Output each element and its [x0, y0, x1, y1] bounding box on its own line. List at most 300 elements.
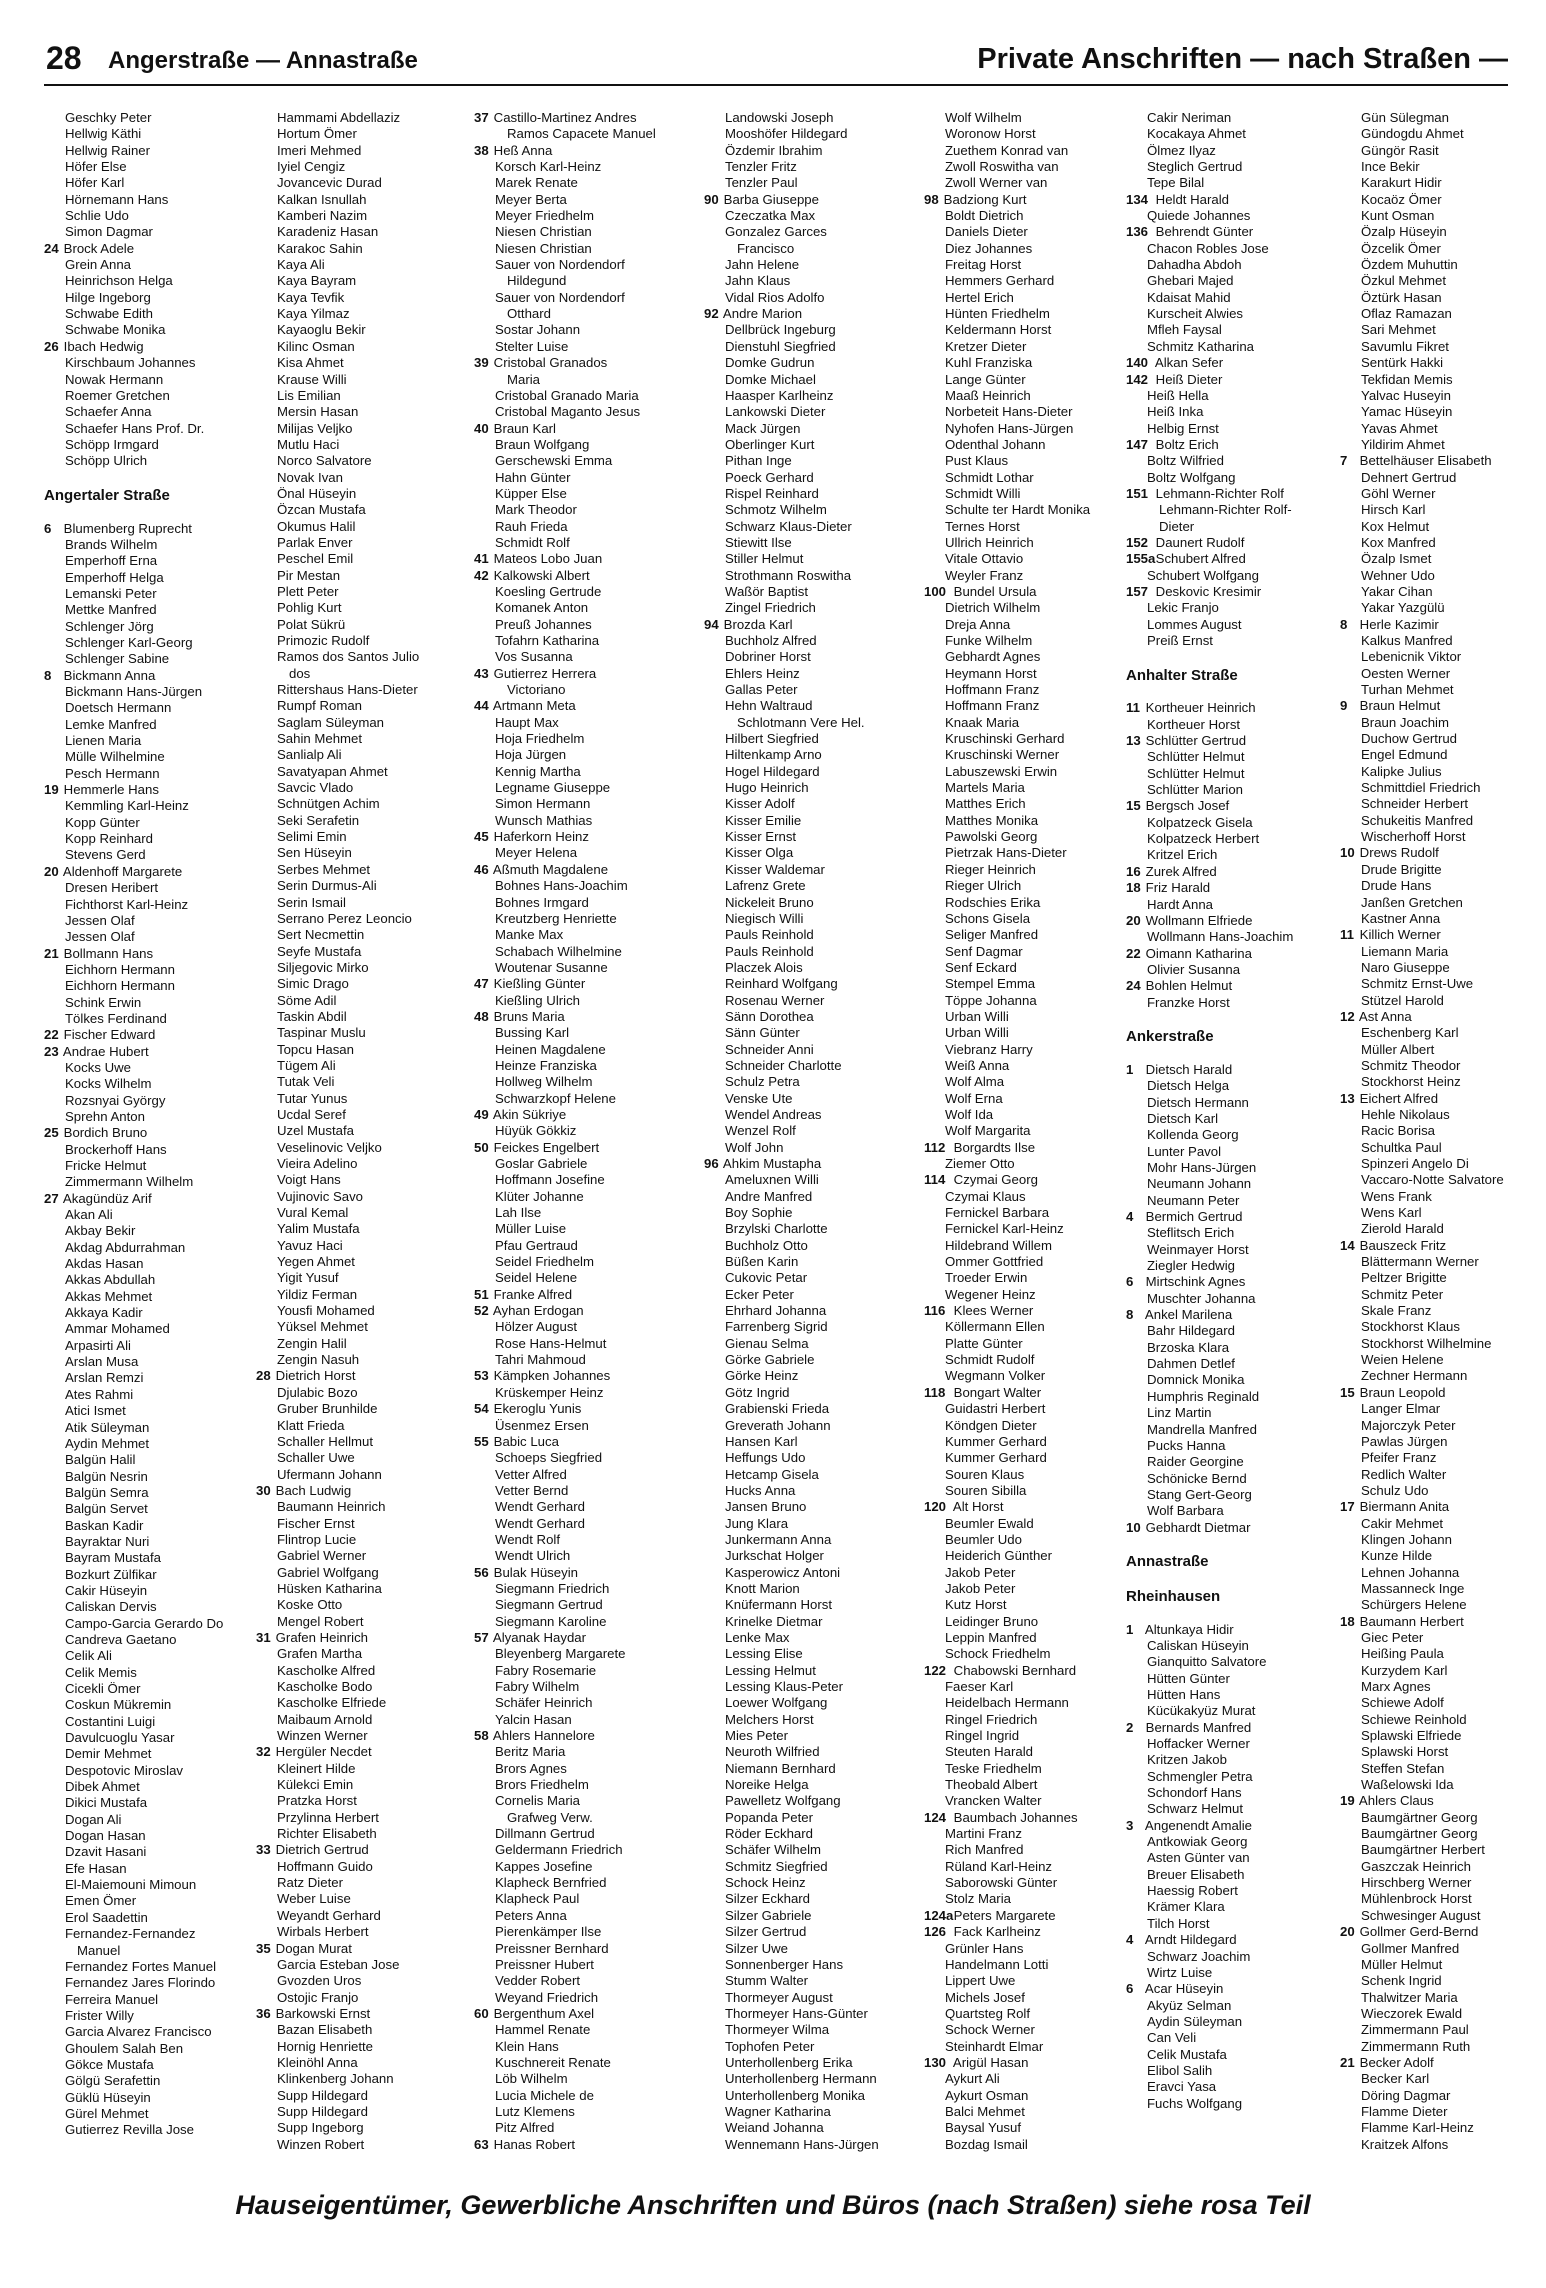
list-item: Garcia Alvarez Francisco [65, 2024, 212, 2040]
house-number: 92 [704, 306, 719, 322]
list-item: Daniels Dieter [945, 224, 1028, 240]
list-item: Kücükakyüz Murat [1147, 1703, 1256, 1719]
list-item: Wieczorek Ewald [1361, 2005, 1463, 2021]
list-item: Grabienski Frieda [725, 1401, 830, 1417]
list-item: Rozsnyai György [65, 1092, 166, 1108]
list-item [256, 1483, 464, 1499]
list-item: Veselinovic Veljko [277, 1139, 382, 1155]
list-item: Rumpf Roman [277, 698, 363, 714]
list-item: Tilch Horst [1147, 1915, 1210, 1931]
list-item: Niemann Bernhard [725, 1760, 836, 1776]
list-item: Köllermann Ellen [945, 1319, 1045, 1335]
resident-name: Borgardts Ilse [950, 1139, 1036, 1155]
entry-continuation: Manuel [77, 1942, 121, 1958]
list-item: Schulte ter Hardt Monika [945, 502, 1091, 518]
list-item: Junkermann Anna [725, 1531, 832, 1547]
list-item: Racic Borisa [1361, 1123, 1436, 1139]
list-item: Baumgärtner Herbert [1361, 1842, 1485, 1858]
list-item [1340, 845, 1514, 861]
list-item: Yavas Ahmet [1361, 420, 1438, 436]
list-item: Pitz Alfred [495, 2120, 555, 2136]
list-item: Schnütgen Achim [277, 796, 380, 812]
list-item: Hucks Anna [725, 1482, 796, 1498]
list-item: Ameluxnen Willi [725, 1172, 819, 1188]
list-item: Gutierrez Revilla Jose [65, 2122, 194, 2138]
list-item: Lienen Maria [65, 733, 142, 749]
list-item: Dogan Hasan [65, 1828, 146, 1844]
list-item: Kurscheit Alwies [1147, 306, 1244, 322]
list-item [1340, 1238, 1514, 1254]
resident-name: Fack Karlheinz [950, 1924, 1041, 1940]
list-item: Hoffmann Franz [945, 698, 1040, 714]
list-item: Lenke Max [725, 1629, 790, 1645]
list-item: Fernickel Karl-Heinz [945, 1221, 1064, 1237]
list-item: Stempel Emma [945, 976, 1036, 992]
list-item: Schneider Anni [725, 1041, 814, 1057]
list-item: Cakir Neriman [1147, 110, 1232, 125]
list-item: Niesen Christian [495, 224, 592, 240]
section-title: Private Anschriften — nach Straßen — [977, 43, 1508, 75]
list-item: Richter Elisabeth [277, 1826, 377, 1842]
list-item [474, 862, 694, 878]
list-item: Pratzka Horst [277, 1793, 357, 1809]
list-item: Viebranz Harry [945, 1041, 1033, 1057]
street-heading: Ankerstraße [1126, 1028, 1214, 1046]
resident-name: Deskovic Kresimir [1152, 583, 1262, 599]
list-item: Zimmermann Ruth [1361, 2038, 1471, 2054]
list-item [924, 192, 1124, 208]
list-item: Knaak Maria [945, 714, 1020, 730]
list-item: Ferreira Manuel [65, 1991, 159, 2007]
spacer [44, 504, 249, 520]
list-item: Seidel Helene [495, 1270, 578, 1286]
list-item: Stockhorst Heinz [1361, 1074, 1461, 1090]
list-item: Görke Heinz [725, 1368, 799, 1384]
list-item: Majorczyk Peter [1361, 1417, 1456, 1433]
list-item: Gündogdu Ahmet [1361, 126, 1464, 142]
list-item: Gürel Mehmet [65, 2105, 149, 2121]
list-item: Stockhorst Klaus [1361, 1319, 1460, 1335]
list-item: Emperhoff Erna [65, 553, 158, 569]
list-item: Özcan Mustafa [277, 502, 366, 518]
entry-continuation: Victoriano [507, 682, 566, 698]
resident-name: Kortheuer Heinrich [1142, 700, 1256, 716]
list-item: Beumler Udo [945, 1531, 1022, 1547]
list-item: Göhl Werner [1361, 485, 1436, 501]
list-item: Ringel Friedrich [945, 1711, 1038, 1727]
list-item: Lah Ilse [495, 1205, 542, 1221]
list-item: Siljegovic Mirko [277, 959, 369, 975]
list-item: Silzer Uwe [725, 1940, 789, 1956]
list-item: Stiller Helmut [725, 551, 804, 567]
list-item: Garcia Esteban Jose [277, 1956, 400, 1972]
list-item: Baumgärtner Georg [1361, 1809, 1478, 1825]
list-item: Vujinovic Savo [277, 1188, 364, 1204]
spacer [1126, 1011, 1338, 1027]
list-item: Schmitz Ernst-Uwe [1361, 976, 1474, 992]
list-item: Duchow Gertrud [1361, 731, 1458, 747]
list-item: Simon Hermann [495, 796, 591, 812]
resident-name: Bernards Manfred [1142, 1719, 1252, 1735]
list-item: Heymann Horst [945, 665, 1037, 681]
list-item: Atici Ismet [65, 1403, 126, 1419]
list-item: Schulz Udo [1361, 1482, 1429, 1498]
house-number: 58 [474, 1728, 489, 1744]
resident-name: Heiß Dieter [1152, 371, 1223, 387]
list-item: Urban Willi [945, 1025, 1009, 1041]
list-item: Farrenberg Sigrid [725, 1319, 828, 1335]
resident-name: Ibach Hedwig [60, 338, 144, 354]
list-item: Hoffacker Werner [1147, 1736, 1250, 1752]
list-item: Weyler Franz [945, 567, 1024, 583]
resident-name: Andrae Hubert [60, 1043, 149, 1059]
list-item: Wendt Ulrich [495, 1548, 571, 1564]
list-item: Kopp Günter [65, 814, 140, 830]
list-item: Kretzer Dieter [945, 338, 1027, 354]
list-item: Karakurt Hidir [1361, 175, 1442, 191]
resident-name: Baumbach Johannes [950, 1809, 1078, 1825]
resident-name: Aßmuth Magdalene [490, 861, 609, 877]
house-number: 43 [474, 665, 489, 681]
list-item: Schöpp Irmgard [65, 436, 159, 452]
list-item: Boltz Wolfgang [1147, 469, 1236, 485]
list-item [924, 1140, 1124, 1156]
list-item: Heinrichson Helga [65, 273, 173, 289]
list-item: Vetter Bernd [495, 1482, 569, 1498]
house-number: 147 [1126, 436, 1149, 452]
resident-name: Bach Ludwig [272, 1482, 352, 1498]
list-item [474, 2137, 694, 2153]
list-item: Celik Mustafa [1147, 2046, 1227, 2062]
list-item: Marek Renate [495, 175, 578, 191]
list-item: Placzek Alois [725, 959, 803, 975]
list-item: Schondorf Hans [1147, 1785, 1242, 1801]
list-item: Ternes Horst [945, 518, 1020, 534]
list-item: Kisser Adolf [725, 796, 795, 812]
list-item: Schmitz Katharina [1147, 338, 1255, 354]
list-item [924, 1810, 1124, 1826]
list-item: Kascholke Elfriede [277, 1695, 387, 1711]
list-item: Bozdag Ismail [945, 2136, 1028, 2152]
list-item: Kuhl Franziska [945, 355, 1033, 371]
list-item: Drude Brigitte [1361, 861, 1442, 877]
list-item: Wolf Barbara [1147, 1503, 1224, 1519]
list-item: Naro Giuseppe [1361, 959, 1450, 975]
list-item: Cornelis Maria [495, 1793, 581, 1809]
list-item [1126, 1720, 1338, 1736]
list-item: Yigit Yusuf [277, 1270, 339, 1286]
list-item: Woutenar Susanne [495, 959, 608, 975]
list-item: Braun Wolfgang [495, 436, 590, 452]
list-item: Rispel Reinhard [725, 485, 819, 501]
resident-name: Ahlers Claus [1356, 1793, 1434, 1809]
list-item: Schenk Ingrid [1361, 1973, 1442, 1989]
list-item: Hogel Hildegard [725, 763, 820, 779]
list-item: Gaszczak Heinrich [1361, 1858, 1471, 1874]
house-number: 27 [44, 1190, 59, 1206]
list-item: Peschel Emil [277, 551, 354, 567]
list-item: Rieger Ulrich [945, 878, 1022, 894]
list-item: Martini Franz [945, 1826, 1022, 1842]
resident-name: Braun Leopold [1356, 1384, 1446, 1400]
list-item: Kocaöz Ömer [1361, 191, 1442, 207]
house-number: 94 [704, 616, 719, 632]
list-item: Wendt Gerhard [495, 1515, 585, 1531]
list-item: Koske Otto [277, 1597, 343, 1613]
house-number: 48 [474, 1008, 489, 1024]
house-number: 112 [924, 1139, 946, 1155]
list-item: Sert Necmettin [277, 927, 365, 943]
list-item [256, 1368, 464, 1384]
list-item: Kascholke Bodo [277, 1679, 373, 1694]
list-item: Hünten Friedhelm [945, 306, 1050, 322]
street-heading: Anhalter Straße [1126, 666, 1238, 684]
list-item: Cakir Mehmet [1361, 1515, 1444, 1531]
house-number: 16 [1126, 863, 1141, 879]
list-item [44, 241, 249, 257]
list-item: Faeser Karl [945, 1679, 1014, 1694]
list-item: Seidel Friedhelm [495, 1254, 594, 1270]
resident-name: Bergenthum Axel [490, 2005, 595, 2021]
list-item [924, 1172, 1124, 1188]
list-item: Kocks Uwe [65, 1059, 131, 1075]
list-item: Dillmann Gertrud [495, 1826, 595, 1842]
list-item: Gienau Selma [725, 1335, 809, 1351]
list-item: Yakar Yazgülü [1361, 600, 1445, 616]
resident-name: Hanas Robert [490, 2136, 576, 2152]
list-item: Kdaisat Mahid [1147, 289, 1231, 305]
list-item: Schäfer Wilhelm [725, 1842, 822, 1858]
list-item: Massanneck Inge [1361, 1580, 1465, 1596]
list-item: Schock Werner [945, 2022, 1035, 2038]
list-item: El-Maiemouni Mimoun [65, 1877, 197, 1893]
list-item: Kaya Bayram [277, 273, 357, 289]
list-item: Caliskan Hüseyin [1147, 1637, 1249, 1653]
entry-continuation: Dieter [1159, 518, 1195, 534]
list-item: Hilge Ingeborg [65, 289, 151, 305]
list-item: Hellwig Rainer [65, 142, 151, 158]
list-item: Lunter Pavol [1147, 1143, 1222, 1159]
list-item [44, 864, 249, 880]
list-item: Aydin Mehmet [65, 1435, 150, 1451]
list-item: Hollweg Wilhelm [495, 1074, 593, 1090]
list-item: Jahn Helene [725, 257, 800, 273]
house-number: 8 [1126, 1307, 1134, 1323]
house-number: 140 [1126, 355, 1149, 371]
list-item: Jakob Peter [945, 1564, 1016, 1580]
list-item: Splawski Horst [1361, 1744, 1449, 1760]
entry-continuation: Otthard [507, 306, 551, 322]
list-item: Karakoc Sahin [277, 240, 363, 256]
list-item: Eichhorn Hermann [65, 978, 175, 994]
resident-name: Bongart Walter [950, 1384, 1042, 1400]
list-item: Emen Ömer [65, 1893, 137, 1909]
list-item: Tutar Yunus [277, 1090, 348, 1106]
list-item: Hardt Anna [1147, 896, 1213, 912]
list-item: Loewer Wolfgang [725, 1695, 828, 1711]
list-item: Wolf Alma [945, 1074, 1005, 1090]
list-item: Landowski Joseph [725, 110, 834, 125]
list-item: Yalvac Huseyin [1361, 387, 1451, 403]
list-item: Stumm Walter [725, 1973, 809, 1989]
list-item: Üsenmez Ersen [495, 1417, 589, 1433]
list-item: Humphris Reginald [1147, 1388, 1260, 1404]
spacer [1126, 649, 1338, 665]
list-item: Celik Memis [65, 1664, 137, 1680]
list-item: Löb Wilhelm [495, 2071, 568, 2087]
list-item: Lessing Helmut [725, 1662, 816, 1678]
list-item: Klinkenberg Johann [277, 2071, 394, 2087]
list-item: Mohr Hans-Jürgen [1147, 1160, 1257, 1175]
list-item: Bohnes Hans-Joachim [495, 878, 628, 894]
house-number: 12 [1340, 1008, 1355, 1024]
list-item: Hansen Karl [725, 1433, 798, 1449]
list-item: Ratz Dieter [277, 1875, 343, 1891]
entry-continuation: dos [289, 665, 311, 681]
list-item: Caliskan Dervis [65, 1599, 157, 1615]
list-item: Heiderich Günther [945, 1548, 1053, 1564]
list-item: Krüskemper Heinz [495, 1384, 604, 1400]
list-item: Wolf Erna [945, 1090, 1003, 1106]
list-item [1126, 1622, 1338, 1638]
list-item: Schaefer Hans Prof. Dr. [65, 420, 205, 436]
list-item: Balgün Servet [65, 1501, 148, 1517]
list-item: Schiewe Adolf [1361, 1695, 1444, 1711]
list-item: Pir Mestan [277, 567, 341, 583]
house-number: 46 [474, 861, 489, 877]
list-item: Höfer Karl [65, 175, 125, 191]
list-item: Götz Ingrid [725, 1384, 790, 1400]
list-item: Ziegler Hedwig [1147, 1258, 1235, 1274]
list-item [474, 698, 694, 714]
resident-name: Peters Margarete [950, 1907, 1056, 1923]
list-item: Wendel Andreas [725, 1106, 822, 1122]
list-item: Röder Eckhard [725, 1826, 813, 1842]
list-item: Yildiz Ferman [277, 1286, 358, 1302]
list-item: Dzavit Hasani [65, 1844, 147, 1860]
list-item: Schwarz Joachim [1147, 1948, 1251, 1964]
list-item: Hirschberg Werner [1361, 1875, 1472, 1891]
resident-name: Zurek Alfred [1142, 863, 1217, 879]
list-item: Flamme Karl-Heinz [1361, 2120, 1474, 2136]
list-item [474, 666, 694, 682]
list-item: Domnick Monika [1147, 1372, 1245, 1388]
list-item: Ziemer Otto [945, 1156, 1015, 1171]
list-item: Candreva Gaetano [65, 1631, 177, 1647]
list-item: Fernandez Fortes Manuel [65, 1958, 216, 1974]
list-item: Yakar Cihan [1361, 583, 1433, 599]
house-number: 2 [1126, 1719, 1134, 1735]
list-item: Büßen Karin [725, 1254, 799, 1270]
house-number: 1 [1126, 1621, 1134, 1637]
entry-continuation: Ramos Capacete Manuel [507, 126, 656, 142]
list-item: Heinen Magdalene [495, 1041, 606, 1057]
list-item: Pust Klaus [945, 453, 1009, 469]
list-item: Hugo Heinrich [725, 780, 809, 796]
list-item: Gallas Peter [725, 682, 798, 698]
list-item: Kemmling Karl-Heinz [65, 798, 189, 814]
list-item: Vedder Robert [495, 1973, 581, 1989]
list-item: Wendt Rolf [495, 1531, 560, 1547]
list-item: Giec Peter [1361, 1629, 1424, 1645]
list-item: Akbay Bekir [65, 1223, 136, 1239]
list-item: Akdag Abdurrahman [65, 1239, 186, 1255]
directory-column-2 [256, 110, 464, 2155]
list-item: Engel Edmund [1361, 747, 1448, 763]
entry-continuation: Maria [507, 371, 540, 387]
list-item: Nickeleit Bruno [725, 894, 814, 910]
list-item: Özalp Hüseyin [1361, 224, 1447, 240]
resident-name: Alyanak Haydar [490, 1629, 587, 1645]
list-item: Wehner Udo [1361, 567, 1435, 583]
resident-name: Feickes Engelbert [490, 1139, 600, 1155]
resident-name: Bollmann Hans [60, 945, 154, 961]
list-item: Schmitz Siegfried [725, 1858, 828, 1874]
list-item: Poeck Gerhard [725, 469, 814, 485]
list-item: Wischerhoff Horst [1361, 829, 1466, 845]
list-item: Ufermann Johann [277, 1466, 382, 1482]
list-item: Arslan Musa [65, 1354, 139, 1370]
list-item: Schmittdiel Friedrich [1361, 780, 1481, 796]
list-item: Wunsch Mathias [495, 812, 593, 828]
list-item: Kox Manfred [1361, 534, 1436, 550]
list-item: Mutlu Haci [277, 436, 340, 452]
list-item: Wegener Heinz [945, 1286, 1036, 1302]
list-item: Korsch Karl-Heinz [495, 159, 602, 175]
list-item: Dresen Heribert [65, 880, 159, 896]
house-number: 20 [1126, 912, 1141, 928]
list-item: Zuethem Konrad van [945, 142, 1069, 158]
list-item: Kastner Anna [1361, 910, 1441, 926]
list-item: Peters Anna [495, 1907, 567, 1923]
list-item: Costantini Luigi [65, 1713, 156, 1729]
list-item: Hellwig Käthi [65, 126, 142, 142]
list-item: Akkaya Kadir [65, 1305, 143, 1321]
list-item: Jung Klara [725, 1515, 789, 1531]
house-number: 18 [1126, 880, 1141, 896]
list-item: Frister Willy [65, 2007, 134, 2023]
list-item: Tekfidan Memis [1361, 371, 1453, 387]
list-item: Kraitzek Alfons [1361, 2136, 1449, 2152]
list-item: Eravci Yasa [1147, 2079, 1217, 2095]
list-item: Schwesinger August [1361, 1907, 1481, 1923]
list-item: Rich Manfred [945, 1842, 1024, 1858]
list-item: Kisa Ahmet [277, 355, 344, 371]
house-number: 51 [474, 1286, 489, 1302]
list-item: Hütten Hans [1147, 1687, 1221, 1702]
list-item: Ehrhard Johanna [725, 1303, 827, 1319]
list-item [44, 1191, 249, 1207]
list-item: Bohnes Irmgard [495, 894, 589, 910]
list-item: Lippert Uwe [945, 1973, 1016, 1989]
resident-name: Herle Kazimir [1356, 616, 1439, 632]
list-item: Bayram Mustafa [65, 1550, 162, 1566]
list-item: Schukeitis Manfred [1361, 812, 1474, 828]
list-item: Schiewe Reinhold [1361, 1711, 1467, 1727]
house-number: 36 [256, 2005, 271, 2021]
list-item: Klapheck Paul [495, 1891, 580, 1907]
list-item: Preuß Johannes [495, 616, 592, 632]
resident-name: Bulak Hüseyin [490, 1564, 578, 1580]
list-item: Silzer Eckhard [725, 1891, 811, 1907]
list-item: Öztürk Hasan [1361, 289, 1442, 305]
resident-name: Friz Harald [1142, 880, 1211, 896]
house-number: 50 [474, 1139, 489, 1155]
list-item [474, 2006, 694, 2022]
list-item: Redlich Walter [1361, 1466, 1447, 1482]
list-item: Rauh Frieda [495, 518, 568, 534]
list-item: Geldermann Friedrich [495, 1842, 623, 1858]
